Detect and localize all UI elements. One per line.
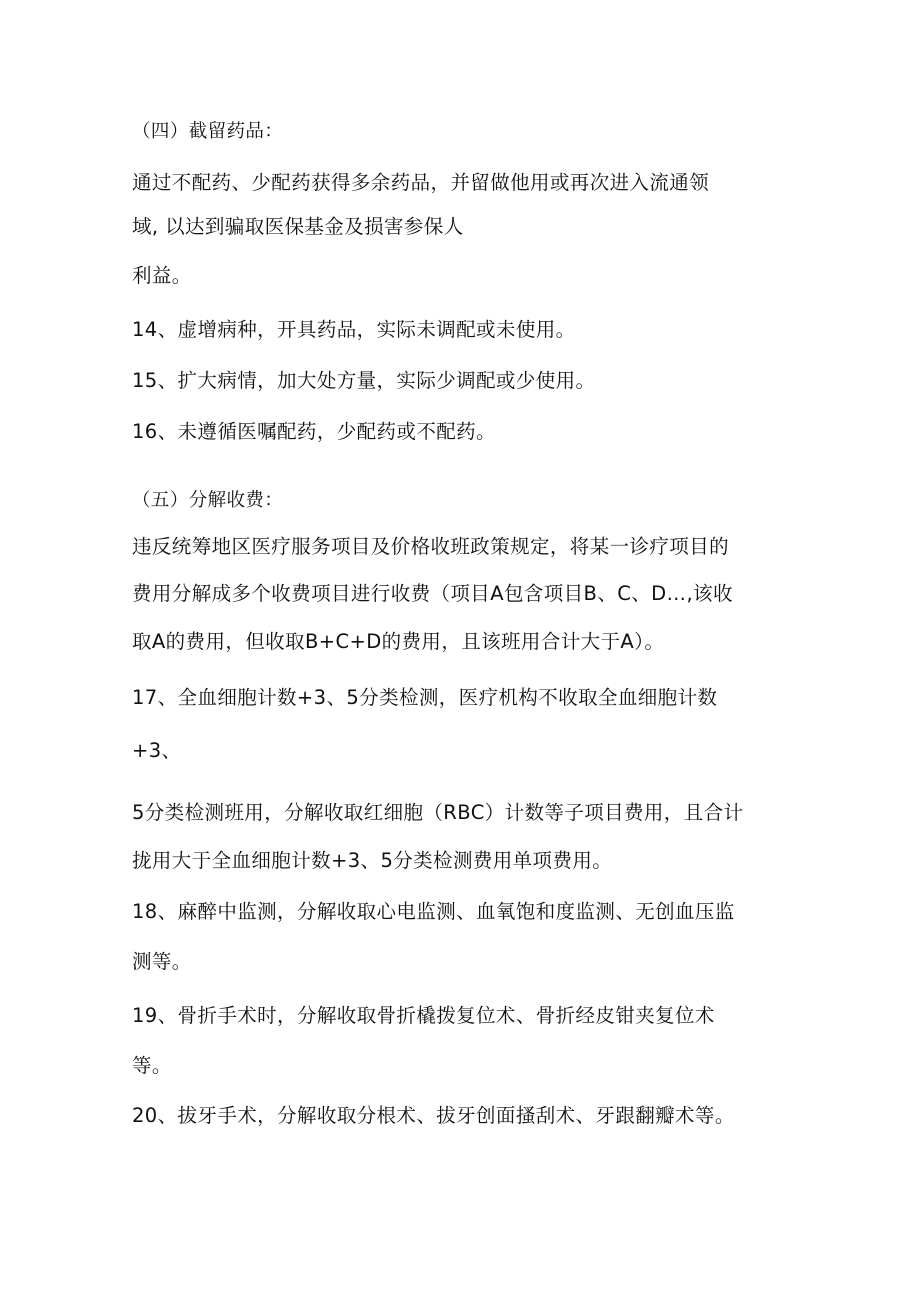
section-5-intro-line-1: 违反统筹地区医疗服务项目及价格收班政策规定，将某一诊疗项目的 (132, 535, 730, 558)
section-5-intro-line-2: 费用分解成多个收费项目进行收费（项目A包含项目B、C、D…,该收 (132, 582, 733, 605)
item-17-line-1: 17、全血细胞计数+3、5分类检测，医疗机构不收取全血细胞计数 (132, 686, 718, 709)
item-14: 14、虚增病种，开具药品，实际未调配或未使用。 (132, 318, 576, 341)
section-4-intro-line-3: 利益。 (132, 264, 192, 287)
item-17-line-2: +3、 (132, 739, 182, 762)
item-15: 15、扩大病情，加大处方量，实际少调配或少使用。 (132, 369, 596, 392)
item-20-line-1: 20、拔牙手术，分解收取分根术、拔牙创面搔刮术、牙跟翻瓣术等。 (132, 1104, 735, 1127)
item-19-line-1: 19、骨折手术时，分解收取骨折橇拨复位术、骨折经皮钳夹复位术 (132, 1004, 715, 1027)
section-5-heading: （五）分解收费： (132, 490, 284, 511)
section-4-intro-line-2: 域, 以达到骗取医保基金及损害参保人 (132, 215, 464, 238)
section-4-intro-line-1: 通过不配药、少配药获得多余药品，并留做他用或再次进入流通领 (132, 171, 710, 194)
item-18-line-2: 测等。 (132, 950, 192, 973)
section-4-heading: （四）截留药品： (132, 121, 284, 142)
item-17-line-3: 5分类检测班用，分解收取红细胞（RBC）计数等子项目费用，且合计 (132, 801, 744, 824)
section-5-intro-line-3: 取A的费用，但收取B+C+D的费用，且该班用合计大于A）。 (132, 630, 665, 653)
item-16: 16、未遵循医嘱配药，少配药或不配药。 (132, 420, 496, 443)
item-17-line-4: 拢用大于全血细胞计数+3、5分类检测费用单项费用。 (132, 849, 613, 872)
item-18-line-1: 18、麻醉中监测，分解收取心电监测、血氧饱和度监测、无创血压监 (132, 900, 735, 923)
item-19-line-2: 等。 (132, 1054, 172, 1077)
